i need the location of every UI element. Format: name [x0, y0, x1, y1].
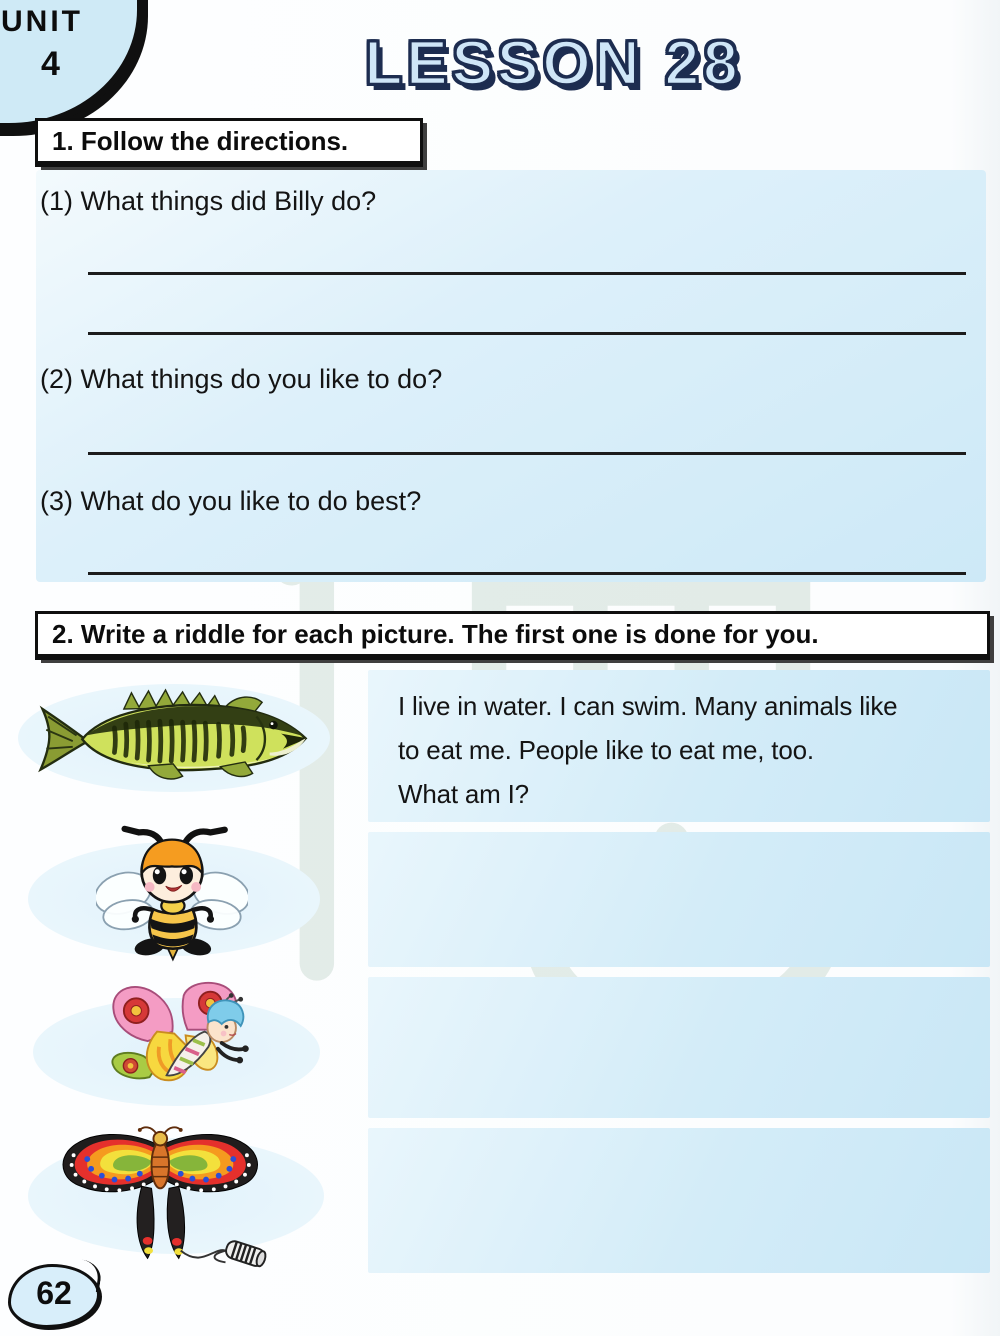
unit-label: UNIT [1, 5, 83, 38]
riddle-panel-butterfly [368, 977, 990, 1118]
fish-illustration [33, 680, 317, 790]
riddle-line-1: I live in water. I can swim. Many animals like [398, 691, 898, 721]
section2-heading: 2. Write a riddle for each picture. The first one is done for you. [35, 611, 990, 660]
page-title: LESSON 28 [364, 29, 742, 98]
question-1: (1) What things did Billy do? [40, 186, 377, 216]
kite-illustration [58, 1126, 282, 1274]
example-riddle-text [398, 684, 897, 816]
answer-line [88, 332, 966, 335]
riddle-panel-bee [368, 832, 990, 967]
unit-badge [0, 0, 144, 130]
question-3: (3) What do you like to do best? [40, 486, 422, 516]
riddle-line-2: to eat me. People like to eat me, too. [398, 735, 814, 765]
answer-line [88, 452, 966, 455]
riddle-line-3: What am I? [398, 779, 529, 809]
answer-line [88, 572, 966, 575]
page-number: 62 [36, 1275, 72, 1311]
bee-illustration [96, 820, 248, 962]
page-number-bubble [8, 1264, 100, 1328]
unit-number: 4 [41, 45, 60, 83]
question-2: (2) What things do you like to do? [40, 364, 443, 394]
butterfly-illustration [102, 980, 254, 1106]
answer-line [88, 272, 966, 275]
riddle-panel-kite [368, 1128, 990, 1273]
section1-heading: 1. Follow the directions. [35, 118, 423, 167]
